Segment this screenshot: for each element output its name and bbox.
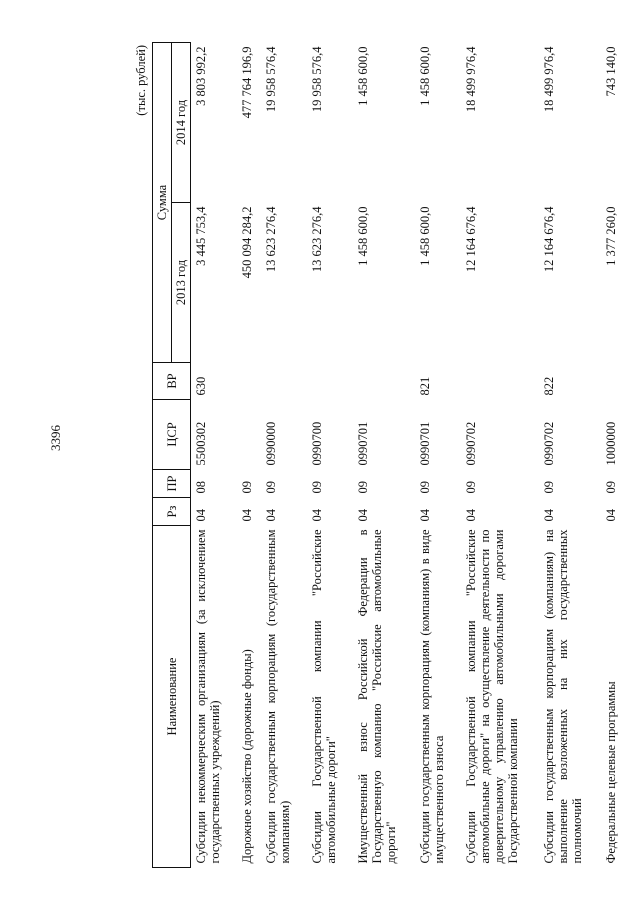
row-2013: 1 377 260,0 [603,206,618,266]
header-rz: Рз [153,498,191,526]
header-pr: ПР [153,470,191,498]
table-row [353,43,415,868]
row-2014: 1 458 600,0 [417,46,432,106]
header-vr: ВР [153,363,191,400]
header-2014: 2014 год [172,43,191,203]
row-pr: 09 [603,481,618,494]
row-2013: 450 094 284,2 [239,206,254,279]
row-name: Субсидии государственным корпорациям (компаниям) в виде имущественного взноса [417,529,446,864]
row-name: Дорожное хозяйство (дорожные фонды) [239,649,254,864]
table-row [307,43,353,868]
row-vr [261,363,307,400]
row-pr: 09 [239,481,254,494]
row-name: Субсидии Государственной компании "Российские автомобильные дороги" на осуществление деятельности по доверительному управлению автомобильными дорогами Государственной компании [463,529,520,864]
table-row [415,43,461,868]
table-row [191,43,237,868]
header-name: Наименование [153,526,191,868]
row-2013: 1 458 600,0 [355,206,370,266]
table-row [461,43,539,868]
row-csr: 0990700 [309,421,324,466]
row-2014: 743 140,0 [603,46,618,97]
row-rz: 04 [263,509,278,522]
row-pr: 09 [463,481,478,494]
row-2014: 18 499 976,4 [541,46,556,113]
row-vr [601,363,625,400]
header-csr: ЦСР [153,400,191,470]
row-vr: 630 [194,376,208,396]
row-2014: 477 764 196,9 [239,46,254,119]
rotated-page-content [134,43,618,868]
row-name: Субсидии некоммерческим организациям (за исключением государственных учреждений) [194,529,222,864]
row-name: Субсидии государственным корпорациям (компаниям) на выполнение возложенных на них государственных полномочий [541,529,584,864]
units-label: (тыс. рублей) [134,45,148,116]
row-rz: 04 [194,509,208,522]
row-rz: 04 [239,509,254,522]
row-rz: 04 [309,509,324,522]
row-vr [461,363,539,400]
row-2013: 12 164 676,4 [463,206,478,273]
row-csr: 1000000 [603,421,618,466]
row-csr: 0990000 [263,421,278,466]
row-2013: 13 623 276,4 [309,206,324,273]
row-csr: 0990701 [355,421,370,466]
row-rz: 04 [541,509,556,522]
row-2013: 13 623 276,4 [263,206,278,273]
row-pr: 09 [309,481,324,494]
row-pr: 09 [541,481,556,494]
row-2014: 3 803 992,2 [194,46,208,106]
row-name: Имущественный взнос Российской Федерации в Государственную компанию "Российские автомобильные дороги" [355,529,398,864]
row-csr [237,400,261,470]
row-vr: 821 [417,376,432,396]
row-csr: 0990702 [541,421,556,466]
row-pr: 09 [355,481,370,494]
row-rz: 04 [603,509,618,522]
row-2013: 1 458 600,0 [417,206,432,266]
row-rz: 04 [355,509,370,522]
row-pr: 08 [194,481,208,494]
row-vr [307,363,353,400]
row-rz: 04 [417,509,432,522]
page-number: 3396 [48,425,63,451]
row-name: Субсидии Государственной компании "Российские автомобильные дороги" [309,529,338,864]
row-csr: 0990701 [417,421,432,466]
row-2014: 1 458 600,0 [355,46,370,106]
table-row [237,43,261,868]
header-row-1 [153,43,172,868]
row-2014: 19 958 576,4 [263,46,278,113]
row-name: Субсидии государственным корпорациям (государственным компаниям) [263,529,292,864]
row-pr: 09 [263,481,278,494]
row-2014: 18 499 976,4 [463,46,478,113]
row-vr [353,363,415,400]
table-row [601,43,625,868]
row-rz: 04 [463,509,478,522]
row-2014: 19 958 576,4 [309,46,324,113]
budget-table [152,42,625,868]
row-csr: 5500302 [194,421,208,466]
row-vr: 822 [541,376,556,396]
row-csr: 0990702 [463,421,478,466]
row-name: Федеральные целевые программы [603,681,618,864]
table-row [261,43,307,868]
row-2013: 3 445 753,4 [194,206,208,266]
row-pr: 09 [417,481,432,494]
header-2013: 2013 год [172,203,191,363]
table-row [539,43,601,868]
row-2013: 12 164 676,4 [541,206,556,273]
row-vr [237,363,261,400]
header-sum: Сумма [153,43,172,363]
